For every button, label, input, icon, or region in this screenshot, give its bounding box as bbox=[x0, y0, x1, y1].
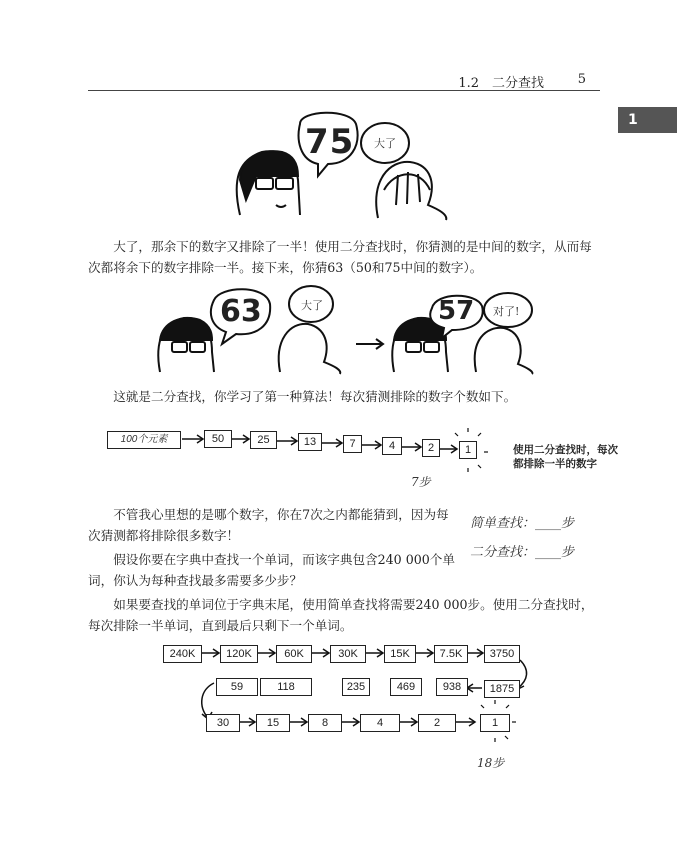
binary-search-note: 二分查找：____步 bbox=[470, 545, 575, 560]
step-box: 50 bbox=[204, 430, 232, 448]
girl-head-illustration-2 bbox=[279, 324, 341, 374]
step-count: 7步 bbox=[411, 475, 431, 489]
step-box: 1875 bbox=[484, 680, 520, 698]
step-box: 4 bbox=[360, 714, 400, 732]
paragraph: 如果要查找的单词位于字典末尾，使用简单查找将需要240 000步。使用二分查找时，每次排除一半单词，直到最后只剩下一个单词。 bbox=[88, 597, 594, 633]
reply-text: 大了 bbox=[374, 137, 396, 150]
start-box: 100个元素 bbox=[107, 431, 181, 449]
step-box: 118 bbox=[260, 678, 312, 696]
section-title: 1.2 二分查找 bbox=[458, 76, 544, 91]
step-box: 59 bbox=[216, 678, 258, 696]
chapter-tab: 1 bbox=[618, 107, 677, 133]
paragraph: 不管我心里想的是哪个数字，你在7次之内都能猜到，因为每次猜测都将排除很多数字！ bbox=[88, 507, 449, 543]
step-box: 15K bbox=[384, 645, 416, 663]
step-box: 30 bbox=[206, 714, 240, 732]
arrow-right-icon bbox=[356, 339, 383, 349]
guess-number-3: 57 bbox=[438, 296, 475, 326]
step-box: 120K bbox=[220, 645, 258, 663]
step-box: 938 bbox=[436, 678, 468, 696]
step-box: 235 bbox=[342, 678, 370, 696]
guess-number: 75 bbox=[305, 122, 355, 162]
step-box: 25 bbox=[250, 431, 277, 449]
step-box: 7 bbox=[343, 435, 362, 453]
step-box: 15 bbox=[256, 714, 290, 732]
man-head-illustration bbox=[237, 151, 300, 215]
girl-head-illustration-3 bbox=[475, 328, 533, 374]
step-box: 13 bbox=[298, 433, 322, 451]
step-box: 60K bbox=[276, 645, 312, 663]
step-box: 3750 bbox=[484, 645, 520, 663]
guess-number-2: 63 bbox=[220, 294, 262, 329]
step-box: 2 bbox=[422, 439, 440, 457]
paragraph: 这就是二分查找，你学习了第一种算法！每次猜测排除的数字个数如下。 bbox=[113, 389, 517, 404]
girl-head-illustration bbox=[376, 162, 446, 220]
step-box: 4 bbox=[382, 437, 402, 455]
step-box: 30K bbox=[330, 645, 366, 663]
simple-search-note: 简单查找：____步 bbox=[470, 516, 575, 531]
man-head-illustration-2 bbox=[158, 318, 214, 372]
step-box-final: 1 bbox=[480, 714, 510, 732]
step-box: 2 bbox=[418, 714, 456, 732]
step-box-final: 1 bbox=[459, 441, 477, 459]
paragraph: 大了，那余下的数字又排除了一半！使用二分查找时，你猜测的是中间的数字，从而每次都将余下的数字排除一半。接下来，你猜63（50和75中间的数字）。 bbox=[88, 239, 592, 275]
step-box: 8 bbox=[308, 714, 342, 732]
annotation-note: 使用二分查找时，每次都排除一半的数字 bbox=[513, 444, 618, 470]
paragraph: 假设你要在字典中查找一个单词，而该字典包含240 000个单词，你认为每种查找最多需要多少步？ bbox=[88, 552, 455, 588]
step-box: 469 bbox=[390, 678, 422, 696]
reply-text-3: 对了! bbox=[493, 305, 520, 318]
step-box: 7.5K bbox=[434, 645, 468, 663]
step-box: 240K bbox=[163, 645, 202, 663]
reply-text-2: 大了 bbox=[301, 299, 323, 312]
page-number: 5 bbox=[577, 72, 586, 87]
step-count-2: 18步 bbox=[477, 756, 505, 770]
